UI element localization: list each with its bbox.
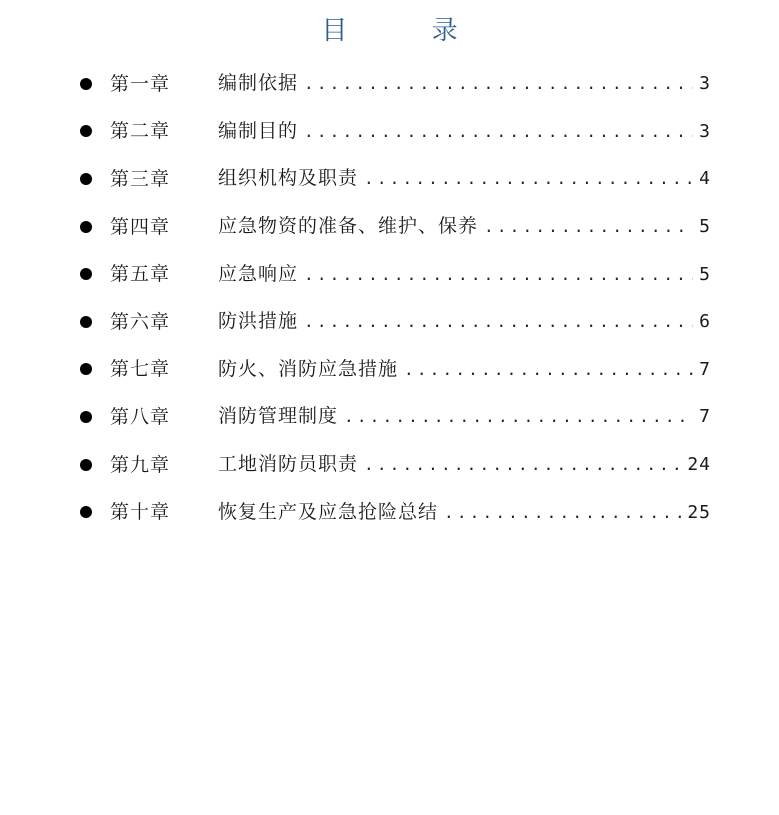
- bullet-icon: [80, 221, 92, 233]
- chapter-number: 第六章: [110, 310, 171, 333]
- toc-entry-7[interactable]: [0, 346, 779, 394]
- page-number[interactable]: 5: [699, 216, 711, 238]
- dot-leader: [364, 453, 681, 477]
- chapter-number: 第五章: [110, 263, 171, 286]
- bullet-icon: [80, 173, 92, 185]
- chapter-title[interactable]: 编制依据: [218, 72, 299, 95]
- toc-entry-9[interactable]: [0, 441, 779, 489]
- chapter-number: 第一章: [110, 72, 171, 95]
- dot-leader: [444, 501, 681, 525]
- table-of-contents: [0, 60, 779, 536]
- chapter-number: 第九章: [110, 453, 171, 476]
- dot-leader: [304, 310, 693, 334]
- chapter-title[interactable]: 应急物资的准备、维护、保养: [218, 215, 479, 238]
- dot-leader: [304, 263, 693, 287]
- bullet-icon: [80, 506, 92, 518]
- chapter-title[interactable]: 组织机构及职责: [218, 167, 359, 190]
- chapter-number: 第二章: [110, 120, 171, 143]
- chapter-title[interactable]: 编制目的: [218, 119, 299, 142]
- dot-leader: [344, 405, 693, 429]
- toc-entry-5[interactable]: [0, 250, 779, 298]
- dot-leader: [484, 215, 693, 239]
- chapter-title[interactable]: 防火、消防应急措施: [218, 357, 399, 380]
- page-number[interactable]: 3: [699, 73, 711, 95]
- chapter-number: 第七章: [110, 358, 171, 381]
- chapter-number: 第四章: [110, 215, 171, 238]
- toc-entry-4[interactable]: [0, 203, 779, 251]
- dot-leader: [304, 120, 693, 144]
- chapter-title[interactable]: 应急响应: [218, 262, 299, 285]
- toc-entry-1[interactable]: [0, 60, 779, 108]
- toc-entry-8[interactable]: [0, 393, 779, 441]
- toc-entry-10[interactable]: [0, 488, 779, 536]
- page-number[interactable]: 7: [699, 358, 711, 380]
- page-number[interactable]: 4: [699, 168, 711, 190]
- bullet-icon: [80, 78, 92, 90]
- page-number[interactable]: 25: [687, 501, 711, 523]
- chapter-number: 第十章: [110, 501, 171, 524]
- chapter-title[interactable]: 消防管理制度: [218, 405, 339, 428]
- chapter-title[interactable]: 防洪措施: [218, 310, 299, 333]
- dot-leader: [404, 358, 693, 382]
- toc-entry-2[interactable]: [0, 108, 779, 156]
- chapter-number: 第八章: [110, 405, 171, 428]
- page-number[interactable]: 24: [687, 454, 711, 476]
- dot-leader: [304, 72, 693, 96]
- bullet-icon: [80, 363, 92, 375]
- bullet-icon: [80, 268, 92, 280]
- bullet-icon: [80, 125, 92, 137]
- chapter-number: 第三章: [110, 167, 171, 190]
- toc-entry-6[interactable]: [0, 298, 779, 346]
- toc-entry-3[interactable]: [0, 155, 779, 203]
- page-number[interactable]: 3: [699, 120, 711, 142]
- bullet-icon: [80, 459, 92, 471]
- chapter-title[interactable]: 恢复生产及应急抢险总结: [218, 500, 439, 523]
- bullet-icon: [80, 316, 92, 328]
- page-number[interactable]: 5: [699, 263, 711, 285]
- page-number[interactable]: 6: [699, 311, 711, 333]
- page-title: 目 录: [321, 16, 496, 46]
- chapter-title[interactable]: 工地消防员职责: [218, 453, 359, 476]
- dot-leader: [364, 167, 693, 191]
- bullet-icon: [80, 411, 92, 423]
- page-number[interactable]: 7: [699, 406, 711, 428]
